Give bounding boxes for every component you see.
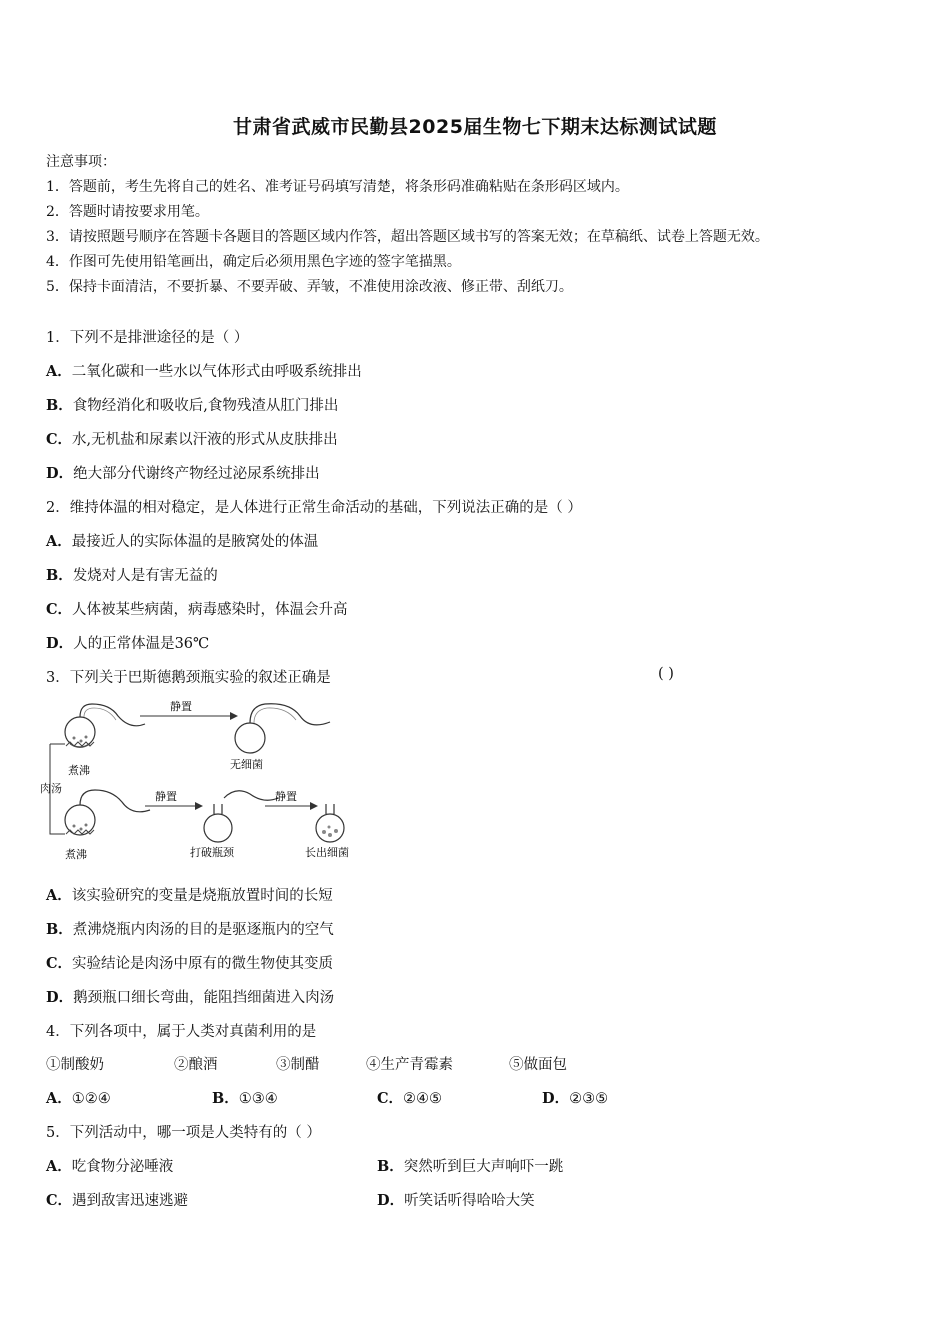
question-3-option-b xyxy=(46,918,334,939)
option-text: ①②④ xyxy=(71,1091,111,1107)
question-2-option-a xyxy=(46,530,318,551)
item: ②酿酒 xyxy=(174,1057,218,1073)
question-2-option-c xyxy=(46,598,348,619)
notice-item: 5．保持卡面清洁，不要折暴、不要弄破、弄皱，不准使用涂改液、修正带、刮纸刀。 xyxy=(46,279,573,295)
flask-grown-bacteria xyxy=(316,804,344,842)
question-2-option-b xyxy=(46,564,218,585)
option-label: D． xyxy=(377,1192,405,1209)
option-text: 发烧对人是有害无益的 xyxy=(72,568,218,584)
label-broth: 肉汤 xyxy=(40,782,62,795)
question-1-option-c xyxy=(46,428,338,449)
notice-item: 1．答题前，考生先将自己的姓名、准考证号码填写清楚，将条形码准确粘贴在条形码区域内。 xyxy=(46,179,629,195)
option-text: 人的正常体温是36℃ xyxy=(73,636,210,652)
option-text: 二氧化碳和一些水以气体形式由呼吸系统排出 xyxy=(71,364,362,380)
option-text: 人体被某些病菌，病毒感染时，体温会升高 xyxy=(72,602,348,618)
label-break-neck: 打破瓶颈 xyxy=(190,846,234,859)
choice-a xyxy=(46,1087,111,1108)
question-1-option-b xyxy=(46,394,338,415)
option-label: A． xyxy=(46,1090,72,1107)
option-label: D． xyxy=(46,989,74,1006)
option-text: 遇到敌害迅速逃避 xyxy=(72,1193,189,1209)
label-static-1: 静置 xyxy=(170,700,192,713)
question-5-option-b xyxy=(377,1155,563,1176)
option-label: B． xyxy=(212,1090,239,1107)
flask-boiled-bottom xyxy=(65,790,150,835)
option-text: 绝大部分代谢终产物经过泌尿系统排出 xyxy=(73,466,320,482)
page-title: 甘肃省武威市民勤县2025届生物七下期末达标测试试题 xyxy=(233,116,717,138)
question-2-option-d xyxy=(46,632,209,653)
question-2-stem: 2．维持体温的相对稳定，是人体进行正常生命活动的基础，下列说法正确的是（ ） xyxy=(46,500,582,516)
notice-heading: 注意事项： xyxy=(46,154,116,170)
option-label: B． xyxy=(377,1158,404,1175)
option-text: 吃食物分泌唾液 xyxy=(71,1159,174,1175)
label-boil-1: 煮沸 xyxy=(68,764,90,777)
arrowhead xyxy=(310,802,318,810)
question-5-option-c xyxy=(46,1189,188,1210)
option-label: D． xyxy=(46,465,74,482)
option-label: A． xyxy=(46,887,72,904)
notice-item: 3．请按照题号顺序在答题卡各题目的答题区域内作答，超出答题区域书写的答案无效；在草稿纸、试卷上答题无效。 xyxy=(46,229,769,245)
option-label: C． xyxy=(377,1090,404,1107)
option-label: A． xyxy=(46,1158,72,1175)
option-label: C． xyxy=(46,955,73,972)
swan-neck-flask-diagram xyxy=(40,694,360,864)
option-text: 突然听到巨大声响吓一跳 xyxy=(403,1159,564,1175)
notice-item: 2．答题时请按要求用笔。 xyxy=(46,204,209,220)
option-label: C． xyxy=(46,431,73,448)
choice-b xyxy=(212,1087,278,1108)
question-5-option-d xyxy=(377,1189,535,1210)
answer-paren: ( ) xyxy=(658,666,674,682)
option-text: 食物经消化和吸收后,食物残渣从肛门排出 xyxy=(72,398,339,414)
option-label: B． xyxy=(46,921,73,938)
question-3-stem: 3．下列关于巴斯德鹅颈瓶实验的叙述正确是 xyxy=(46,670,331,686)
question-1-stem: 1．下列不是排泄途径的是（ ） xyxy=(46,330,249,346)
label-no-bacteria: 无细菌 xyxy=(230,758,263,771)
option-label: A． xyxy=(46,533,72,550)
question-3-option-d xyxy=(46,986,334,1007)
option-text: 水,无机盐和尿素以汗液的形式从皮肤排出 xyxy=(72,432,338,448)
option-text: 实验结论是肉汤中原有的微生物使其变质 xyxy=(72,956,334,972)
label-grow-bacteria: 长出细菌 xyxy=(305,846,349,859)
option-text: ②③⑤ xyxy=(569,1091,609,1107)
item: ①制酸奶 xyxy=(46,1057,104,1073)
option-label: B． xyxy=(46,397,73,414)
option-label: B． xyxy=(46,567,73,584)
question-1-option-a xyxy=(46,360,362,381)
choice-c xyxy=(377,1087,442,1108)
option-text: ①③④ xyxy=(238,1091,278,1107)
label-static-2: 静置 xyxy=(155,790,177,803)
option-label: C． xyxy=(46,601,73,618)
question-3-option-c xyxy=(46,952,333,973)
option-text: 煮沸烧瓶内肉汤的目的是驱逐瓶内的空气 xyxy=(72,922,334,938)
option-label: D． xyxy=(542,1090,570,1107)
option-text: 鹅颈瓶口细长弯曲，能阻挡细菌进入肉汤 xyxy=(73,990,335,1006)
option-label: C． xyxy=(46,1192,73,1209)
question-5-option-a xyxy=(46,1155,173,1176)
option-label: D． xyxy=(46,635,74,652)
label-boil-2: 煮沸 xyxy=(65,848,87,861)
item: ⑤做面包 xyxy=(509,1057,567,1073)
flask-boiled-top xyxy=(65,704,145,748)
notice-block xyxy=(46,150,769,300)
option-label: A． xyxy=(46,363,72,380)
arrowhead xyxy=(230,712,238,720)
flask-broken-neck xyxy=(204,791,278,842)
item: ④生产青霉素 xyxy=(366,1057,453,1073)
question-1-option-d xyxy=(46,462,320,483)
question-4-stem: 4．下列各项中，属于人类对真菌利用的是 xyxy=(46,1024,317,1040)
flask-no-bacteria xyxy=(235,704,330,753)
option-text: 该实验研究的变量是烧瓶放置时间的长短 xyxy=(71,888,333,904)
option-text: 听笑话听得哈哈大笑 xyxy=(404,1193,535,1209)
notice-item: 4．作图可先使用铅笔画出，确定后必须用黑色字迹的签字笔描黑。 xyxy=(46,254,461,270)
choice-d xyxy=(542,1087,608,1108)
arrowhead xyxy=(195,802,203,810)
question-5-stem: 5．下列活动中，哪一项是人类特有的（ ） xyxy=(46,1125,321,1141)
item: ③制醋 xyxy=(276,1057,320,1073)
option-text: 最接近人的实际体温的是腋窝处的体温 xyxy=(71,534,319,550)
option-text: ②④⑤ xyxy=(403,1091,443,1107)
question-3-option-a xyxy=(46,884,333,905)
label-static-3: 静置 xyxy=(275,790,297,803)
